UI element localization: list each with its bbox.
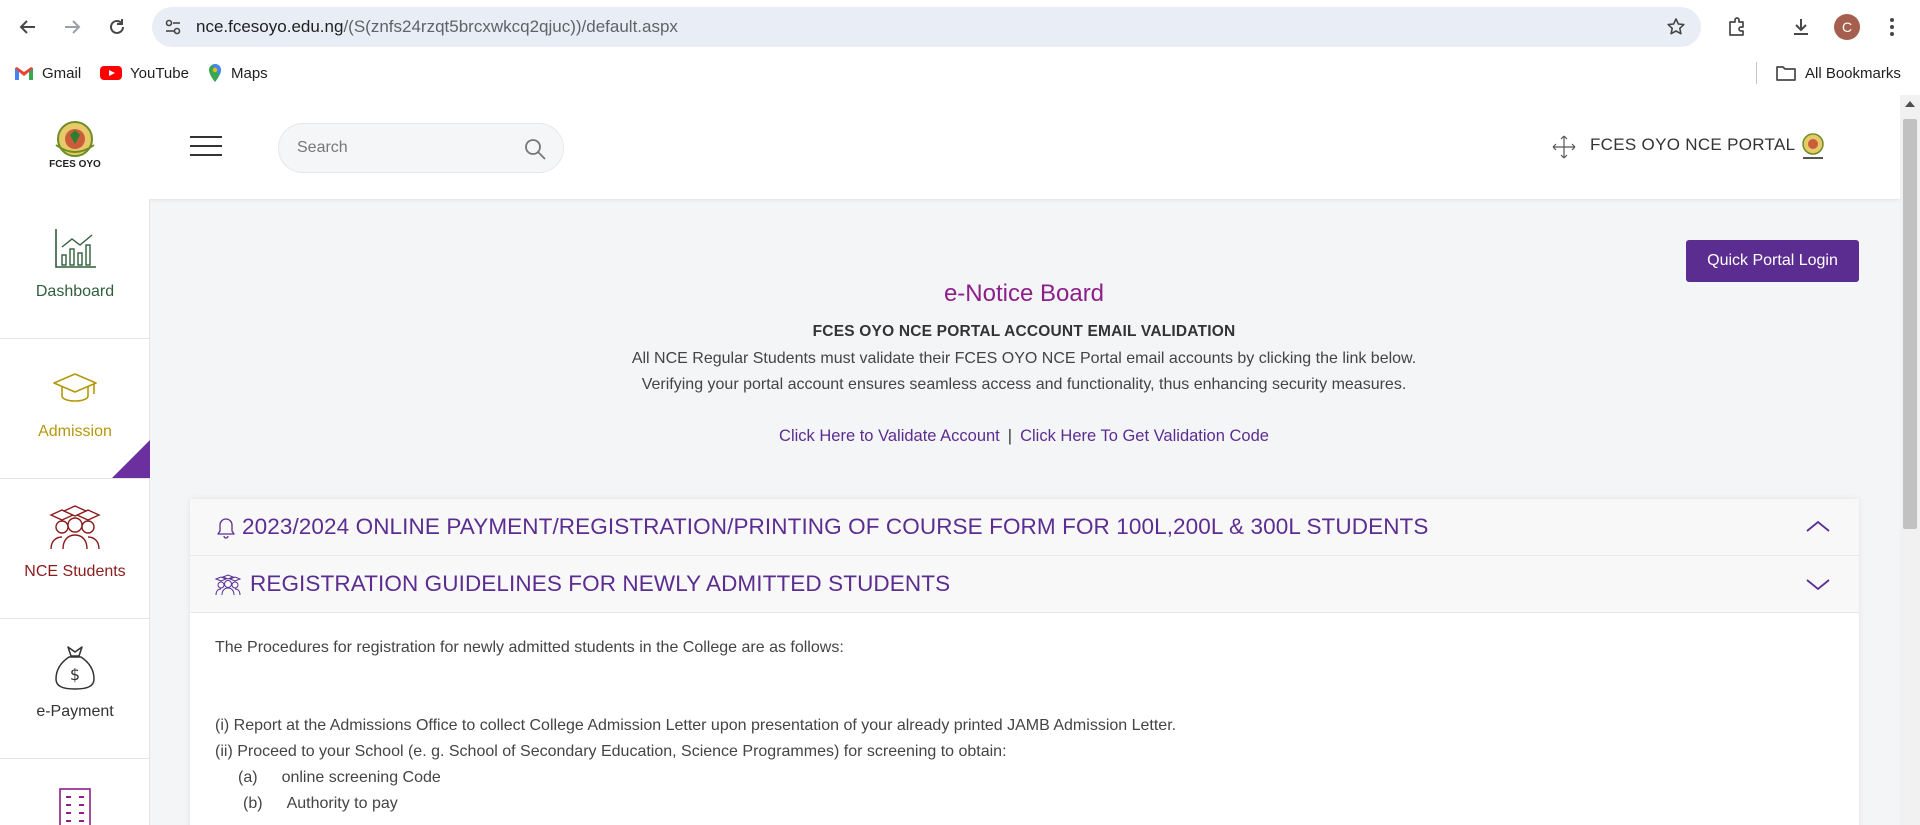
notice-heading: FCES OYO NCE PORTAL ACCOUNT EMAIL VALIDATION	[812, 323, 1236, 340]
menu-toggle-button[interactable]	[190, 136, 222, 158]
chevron-up-icon[interactable]	[1805, 517, 1831, 537]
hamburger-line	[190, 154, 222, 156]
browser-toolbar	[0, 0, 1920, 54]
reload-icon	[107, 17, 127, 37]
notice-accordion	[190, 499, 1859, 825]
back-arrow-icon	[18, 17, 38, 37]
logo-text: FCES OYO	[49, 159, 101, 170]
fullscreen-icon[interactable]	[1552, 135, 1576, 159]
active-indicator	[112, 440, 150, 478]
sidebar-item-dashboard[interactable]	[0, 199, 150, 339]
bookmarks-bar	[0, 54, 1920, 92]
bookmark-star-icon[interactable]	[1665, 16, 1687, 38]
notice-line-1: All NCE Regular Students must validate their FCES OYO NCE Portal email accounts by clicking the link below.	[631, 350, 1417, 367]
bookmark-gmail[interactable]	[14, 60, 81, 86]
get-validation-code-link[interactable]: Click Here To Get Validation Code	[1020, 427, 1269, 445]
guidelines-sub-b	[243, 795, 1843, 813]
sidebar-label: Dashboard	[35, 283, 115, 300]
user-avatar-logo[interactable]	[1796, 131, 1830, 165]
notice-links	[190, 427, 1858, 446]
guidelines-intro: The Procedures for registration for newly admitted students in the College are as follows:	[215, 639, 844, 656]
accordion-header-registration-guidelines[interactable]	[190, 556, 1859, 613]
students-icon	[214, 573, 242, 597]
bookmark-label: Maps	[231, 64, 268, 82]
building-icon	[50, 783, 100, 825]
sidebar-item-admission[interactable]	[0, 339, 150, 479]
url-path: /(S(znfs24rzqt5brcxwkcq2qjuc))/default.aspx	[343, 17, 678, 36]
sub-a-text: online screening Code	[281, 769, 441, 786]
guidelines-step-2: (ii) Proceed to your School (e. g. School of Secondary Education, Science Programmes) for screening to obtain:	[215, 743, 1007, 760]
chart-icon	[50, 223, 100, 273]
bookmark-label: YouTube	[130, 64, 189, 82]
quick-portal-login-button[interactable]: Quick Portal Login	[1686, 240, 1859, 282]
folder-icon	[1775, 64, 1797, 82]
search-icon[interactable]	[523, 137, 547, 161]
bookmark-label: Gmail	[42, 64, 82, 82]
maps-icon	[207, 63, 223, 83]
sub-a-label: (a)	[238, 769, 258, 786]
sidebar-label: NCE Students	[24, 563, 126, 580]
address-bar[interactable]	[152, 7, 1701, 47]
back-button[interactable]	[13, 12, 43, 42]
bookmark-youtube[interactable]	[100, 60, 189, 86]
accordion-header-course-form[interactable]	[190, 499, 1859, 556]
link-separator: |	[1007, 427, 1013, 445]
sidebar-label: e-Payment	[36, 703, 114, 720]
downloads-icon[interactable]	[1786, 12, 1816, 42]
forward-button[interactable]	[57, 12, 87, 42]
browser-menu-icon[interactable]	[1877, 12, 1907, 42]
accordion-title: REGISTRATION GUIDELINES FOR NEWLY ADMITTED STUDENTS	[250, 571, 951, 596]
sidebar	[0, 199, 150, 825]
gmail-icon	[14, 65, 34, 81]
page-scrollbar[interactable]	[1900, 95, 1920, 825]
search-box	[278, 123, 564, 173]
notice-line-2: Verifying your portal account ensures seamless access and functionality, thus enhancing security measures.	[641, 376, 1407, 393]
url-host: nce.fcesoyo.edu.ng	[196, 17, 344, 36]
sidebar-label: Admission	[38, 423, 112, 440]
portal-title: FCES OYO NCE PORTAL	[1590, 135, 1796, 154]
scroll-thumb[interactable]	[1903, 119, 1917, 529]
scroll-up-arrow-icon[interactable]	[1905, 101, 1915, 107]
graduation-cap-icon	[50, 363, 100, 413]
extensions-icon[interactable]	[1722, 12, 1752, 42]
money-bag-icon	[50, 643, 100, 693]
reload-button[interactable]	[102, 12, 132, 42]
youtube-icon	[100, 65, 122, 81]
notice-board-title: e-Notice Board	[943, 280, 1105, 307]
hamburger-line	[190, 136, 222, 138]
sidebar-item-building[interactable]	[0, 759, 150, 825]
page-viewport	[0, 95, 1900, 825]
guidelines-step-1: (i) Report at the Admissions Office to collect College Admission Letter upon presentation of your already printed JAMB Admission Letter.	[215, 717, 1177, 734]
url-text[interactable]	[196, 7, 678, 47]
forward-arrow-icon	[62, 17, 82, 37]
sidebar-item-e-payment[interactable]	[0, 619, 150, 759]
profile-avatar[interactable]: C	[1834, 14, 1860, 40]
students-icon	[47, 503, 103, 553]
search-input[interactable]	[297, 136, 497, 160]
sub-b-text: Authority to pay	[286, 795, 398, 812]
site-info-icon[interactable]	[162, 16, 184, 38]
all-bookmarks-label: All Bookmarks	[1805, 64, 1901, 82]
bookmark-maps[interactable]	[207, 60, 268, 86]
sidebar-item-nce-students[interactable]	[0, 479, 150, 619]
bell-icon	[214, 516, 238, 540]
sub-b-label: (b)	[243, 795, 263, 812]
svg-text:$: $	[69, 665, 81, 684]
accordion-title: 2023/2024 ONLINE PAYMENT/REGISTRATION/PRINTING OF COURSE FORM FOR 100L,200L & 300L STUDENTS	[242, 514, 1429, 539]
chevron-down-icon[interactable]	[1805, 574, 1831, 594]
hamburger-line	[190, 145, 222, 147]
site-header	[0, 95, 1900, 199]
validate-account-link[interactable]: Click Here to Validate Account	[779, 427, 1000, 445]
all-bookmarks[interactable]	[1775, 60, 1901, 86]
bookmarks-divider	[1756, 62, 1757, 84]
guidelines-sub-a	[238, 769, 1838, 787]
